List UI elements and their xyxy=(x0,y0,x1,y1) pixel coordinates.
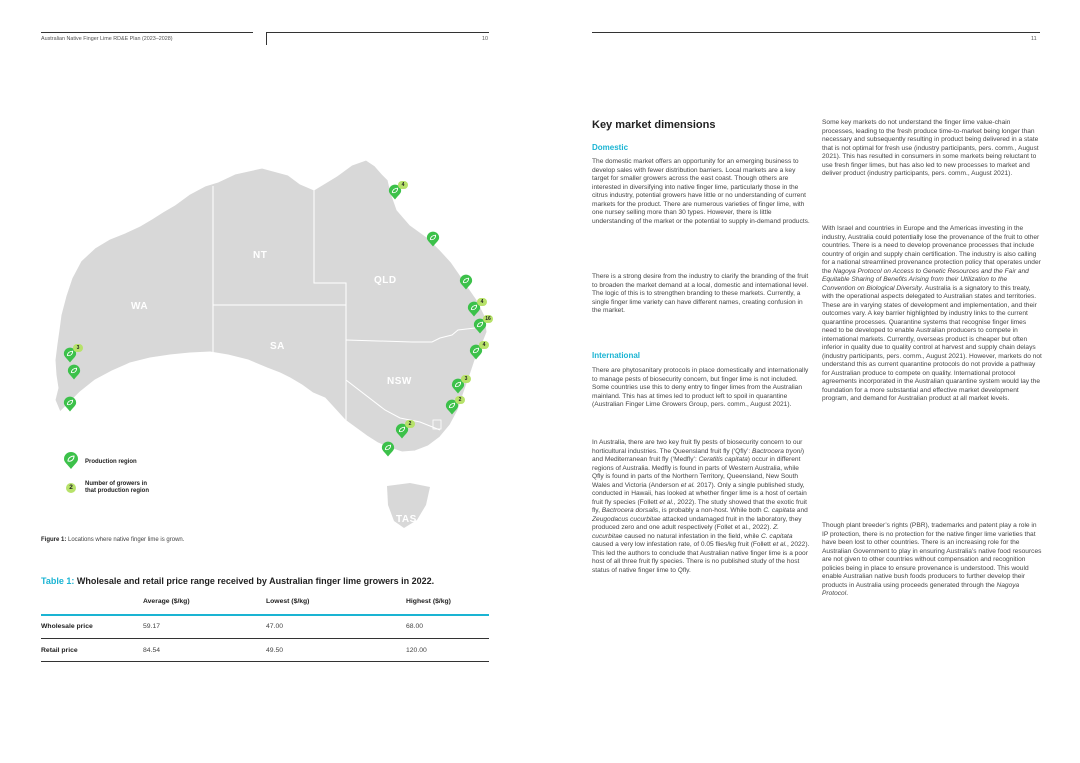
map-marker-count: 2 xyxy=(405,420,415,428)
domestic-paragraph-1: The domestic market offers an opportunity for an emerging business to develop sales with fewer distribution barriers. Local markets are a key target for smaller growers across the east coast. Though others are interested in diversifying into native finger lime, particularly those in the citrus industry, potential growers have little or no understanding of current markets for the product. There are numerous varieties of finger lime, with one nursey selling more than 30 types. However, there is little understanding of the market or the potential to supply in-demand products. xyxy=(592,158,810,225)
map-pin-icon xyxy=(459,274,473,291)
map-marker-count: 4 xyxy=(479,341,489,349)
table-title xyxy=(41,576,434,586)
column2-paragraph-3: Though plant breeder’s rights (PBR), trademarks and patent play a role in IP protection, there is no protection for the native finger lime varieties that have been lost to other countries. There is an increasing role for the Australian Government to play in ensuring Australia’s native food resources are not given to other countries without compensation and recognition policies being in place to ensure provenance is understood. This would enable Australian native bush foods producers to further develop their products in Australia using proceeds generated through the Nagoya Protocol. xyxy=(822,522,1042,597)
map-marker-count: 16 xyxy=(483,315,493,323)
map-marker-qld-coast-1 xyxy=(459,274,473,291)
retail-lowest: 49.50 xyxy=(266,647,284,654)
legend-growers-line2: that production region xyxy=(85,488,149,494)
map-pin-icon xyxy=(381,441,395,458)
map-pin-icon xyxy=(63,396,77,413)
table-row-rule-2 xyxy=(41,661,489,662)
mainland-shape xyxy=(55,160,487,452)
subheading-international: International xyxy=(592,351,641,360)
map-marker-vic-2 xyxy=(381,441,395,458)
international-paragraph-2: In Australia, there are two key fruit fly pests of biosecurity concern to our horticultural industries. The Queensland fruit fly (‘Qfly’: Bactrocera tryoni) and Mediterranean fruit fly (‘Medfly’: Ceratitis capitata) occur in different regions of Australia. Medfly is found in parts of Western Australia, while Qfly is found in parts of the Northern Territory, Queensland, New South Wales and Victoria (Anderson et al. 2017). Only a single published study, conducted in Hawaii, has looked at whether finger lime is a host of certain fruit fly species (Follett et al., 2022). The study showed that the exotic fruit fly, Bactrocera dorsalis, is probably a non-host. While both C. capitata and Zeugodacus cucurbitae attacked undamaged fruit in the laboratory, they produced zero and one adult respectively (Follet et al., 2022). Z. cucurbitae caused no natural infestation in the field, while C. capitata caused a very low infestation rate, of 0.05 flies/kg fruit (Follett et al., 2022). This led the authors to conclude that Australian native finger lime is a poor host of all three fruit fly species. There is no published study of the host status of native finger lime to Qfly. xyxy=(592,439,810,574)
map-pin-icon xyxy=(426,231,440,248)
table-header-rule xyxy=(41,614,489,616)
left-header-rule xyxy=(41,32,253,33)
figure-caption-label: Figure 1: xyxy=(41,537,67,543)
map-marker-count: 4 xyxy=(398,181,408,189)
row-label-wholesale: Wholesale price xyxy=(41,623,93,630)
wholesale-lowest: 47.00 xyxy=(266,623,284,630)
legend-growers-line1: Number of growers in xyxy=(85,481,148,487)
wholesale-highest: 68.00 xyxy=(406,623,424,630)
legend-production-region: Production region xyxy=(85,459,137,465)
map-pin-icon xyxy=(67,364,81,381)
map-marker-wa-2 xyxy=(67,364,81,381)
map-marker-wa-3 xyxy=(63,396,77,413)
map-label-nt: NT xyxy=(253,250,268,261)
table-title-text: Wholesale and retail price range received by Australian finger lime growers in 2022. xyxy=(74,576,435,586)
left-page-number: 10 xyxy=(482,36,488,42)
subheading-domestic: Domestic xyxy=(592,143,629,152)
header-divider-tick xyxy=(266,32,267,45)
row-label-retail: Retail price xyxy=(41,647,78,654)
figure-caption xyxy=(41,537,184,543)
map-marker-qld-mid xyxy=(426,231,440,248)
legend-region-icon xyxy=(63,452,79,470)
map-label-nsw: NSW xyxy=(387,376,412,387)
left-header-rule-right xyxy=(267,32,489,33)
right-header-rule xyxy=(592,32,1040,33)
right-page-number: 11 xyxy=(1031,36,1037,42)
section-heading-key-market: Key market dimensions xyxy=(592,119,716,131)
legend-count-value: 2 xyxy=(69,484,73,491)
international-paragraph-1: There are phytosanitary protocols in place domestically and internationally to manage pests of biosecurity concern, but finger lime is not included. Some countries use this to deny entry to finger limes from the Australian mainland. This has at times led to product left to spoil in quarantine (Australian Finger Lime Growers Group, pers. comm., August 2021). xyxy=(592,367,809,408)
column-header-highest: Highest ($/kg) xyxy=(406,598,451,605)
map-marker-count: 2 xyxy=(455,396,465,404)
map-marker-count: 3 xyxy=(73,344,83,352)
map-label-wa: WA xyxy=(131,301,149,312)
figure-caption-text: Locations where native finger lime is grown. xyxy=(66,537,185,543)
wholesale-average: 59.17 xyxy=(143,623,161,630)
map-label-qld: QLD xyxy=(374,275,397,286)
table-label: Table 1: xyxy=(41,576,75,586)
map-marker-count: 3 xyxy=(461,375,471,383)
retail-highest: 120.00 xyxy=(406,647,427,654)
map-marker-count: 4 xyxy=(477,298,487,306)
legend-count-badge xyxy=(66,483,76,493)
column2-paragraph-2: With Israel and countries in Europe and the Americas investing in the industry, Australia could potentially lose the provenance of the fruit to other countries. There is a need to develop provenance processes that include country of origin and supply chain certification. The industry is also calling for a national streamlined provenance protection policy that operates under the Nagoya Protocol on Access to Genetic Resources and the Fair and Equitable Sharing of Benefits Arising from their Utilization to the Convention on Biological Diversity. Australia is a signatory to this treaty, with the operational aspects delegated to Australian states and territories. These are in varying states of development and implementation, and their outcomes vary. A key barrier highlighted by industry links to the current quarantine processes. Quarantine systems that recognise finger limes need to be developed to enable Australian producers to compete in international markets. Currently, overseas product is cheaper but often inferior in quality due to quality control at harvest and supply chain delays (industry participants, pers. comm., August 2021). However, markets do not understand this as current quarantine protocols do not provide a pathway for Australian produce to compete on quality. International protocol agreements incorporated in the Australian quarantine system would lay the foundation for a more substantial and effective market development program, and demand for Australian product at all market levels. xyxy=(822,225,1042,402)
retail-average: 84.54 xyxy=(143,647,161,654)
column-header-average: Average ($/kg) xyxy=(143,598,190,605)
column2-paragraph-1: Some key markets do not understand the finger lime value-chain processes, leading to the fresh produce time-to-market being longer than necessary and subsequently resulting in product being delivered in a state that is not optimal for fresh use (industry participants, pers. comm., August 2021). This has resulted in consumers in some markets being reluctant to use fresh finger limes, but has also led to new processes to market and deliver product (industry participants, pers. comm., August 2021). xyxy=(822,119,1039,177)
map-label-sa: SA xyxy=(270,341,285,352)
left-header-title: Australian Native Finger Lime RD&E Plan (2023–2028) xyxy=(41,36,173,42)
column-header-lowest: Lowest ($/kg) xyxy=(266,598,310,605)
table-row-rule-1 xyxy=(41,638,489,639)
map-label-tas: TAS xyxy=(396,514,417,525)
domestic-paragraph-2: There is a strong desire from the industry to clarify the branding of the fruit to broaden the market demand at a local, domestic and international level. The logic of this is to strengthen branding to these markets. Currently, a single finger lime variety can have different names, creating confusion in the market. xyxy=(592,273,809,314)
